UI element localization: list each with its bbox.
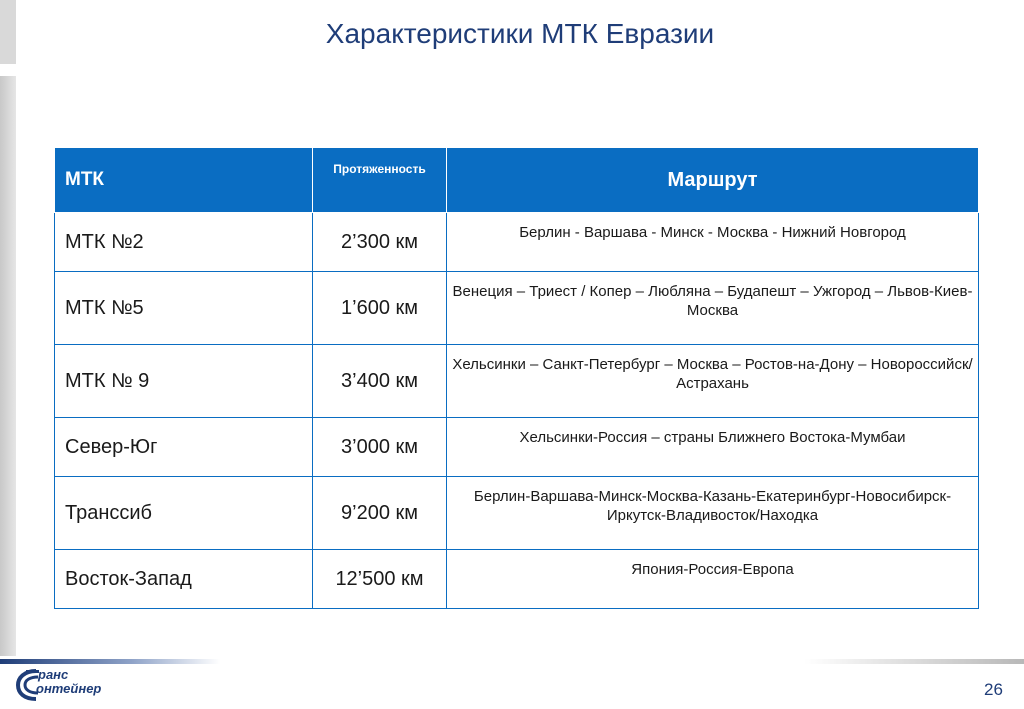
table-row <box>55 213 979 272</box>
table-header-row <box>55 148 979 213</box>
table-row <box>55 550 979 609</box>
table-row <box>55 477 979 550</box>
corridor-length: 3’400 км <box>313 345 447 418</box>
corridor-length: 9’200 км <box>313 477 447 550</box>
table-row <box>55 418 979 477</box>
corridor-route: Хельсинки – Санкт-Петербург – Москва – Ростов-на-Дону – Новороссийск/Астрахань <box>447 345 979 418</box>
logo-line-1: ранс <box>38 667 69 682</box>
table-row <box>55 345 979 418</box>
transcontainer-logo <box>16 668 116 702</box>
footer-line-right <box>804 659 1024 664</box>
header-mtk: МТК <box>55 148 313 213</box>
logo-line-2: онтейнер <box>36 681 102 696</box>
corridor-name: Север-Юг <box>55 418 313 477</box>
mtk-table <box>54 147 979 609</box>
corridor-route: Япония-Россия-Европа <box>447 550 979 609</box>
corridor-route: Берлин-Варшава-Минск-Москва-Казань-Екатеринбург-Новосибирск-Иркутск-Владивосток/Находка <box>447 477 979 550</box>
corridor-length: 3’000 км <box>313 418 447 477</box>
corridor-name: МТК №2 <box>55 213 313 272</box>
table-row <box>55 272 979 345</box>
corridor-route: Хельсинки-Россия – страны Ближнего Востока-Мумбаи <box>447 418 979 477</box>
header-length: Протяженность <box>313 148 447 213</box>
page-number: 26 <box>984 680 1003 699</box>
left-decor-bar <box>0 76 16 656</box>
corridor-name: МТК №5 <box>55 272 313 345</box>
corridor-length: 2’300 км <box>313 213 447 272</box>
corridor-name: Транссиб <box>55 477 313 550</box>
corridor-route: Венеция – Триест / Копер – Любляна – Будапешт – Ужгород – Львов-Киев-Москва <box>447 272 979 345</box>
corridor-length: 12’500 км <box>313 550 447 609</box>
slide-title: Характеристики МТК Евразии <box>325 18 715 49</box>
footer-line-left <box>0 659 220 664</box>
corridor-name: МТК № 9 <box>55 345 313 418</box>
corridor-length: 1’600 км <box>313 272 447 345</box>
corridor-route: Берлин - Варшава - Минск - Москва - Нижний Новгород <box>447 213 979 272</box>
header-route: Маршрут <box>447 148 979 213</box>
corridor-name: Восток-Запад <box>55 550 313 609</box>
